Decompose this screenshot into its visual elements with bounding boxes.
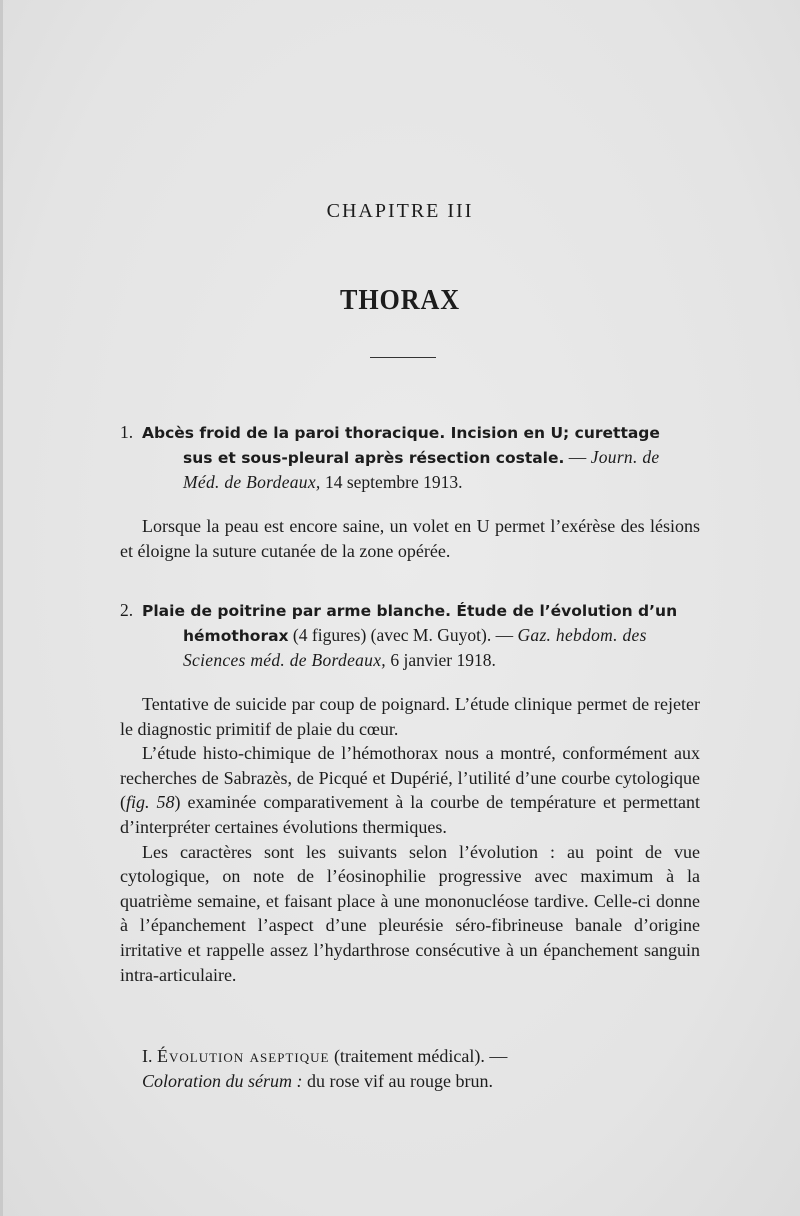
paragraph-4: Les caractères sont les suivants selon l’évolution : au point de vue cytologique, on note de l’éosinophilie progressive avec maximum à la quatrième semaine, et faisant place à une mononucléose tardive. Celle-ci donne à l’épanchement l’aspect d’une pleurésie séro-fibrineuse banale d’origine irritative et rappelle assez l’hydarthrose consécutive à un épanchement sanguin intra-articulaire. [120, 841, 700, 985]
section-numeral: I. [142, 1046, 157, 1066]
entry-date: 6 janvier 1918. [385, 650, 496, 670]
chapter-heading: CHAPITRE III [326, 200, 474, 222]
entry-title-cont: sus et sous-pleural après résection costale. [183, 449, 565, 467]
section-line-2-text: du rose vif au rouge brun. [302, 1070, 493, 1091]
entry-date: 14 septembre 1913. [320, 472, 463, 492]
section-title: Évolution aseptique [157, 1046, 330, 1066]
paragraph-3-text: L’étude histo-chimique de l’hémothorax nous a montré, conformément aux recherches de Sabrazès, de Picqué et Dupérié, l’utilité d’une courbe cytologique ( [120, 743, 700, 813]
section-heading [120, 1044, 700, 1069]
journal-name-cont: Méd. de Bordeaux, [183, 472, 321, 492]
entry-details: (4 figures) (avec M. Guyot). — [288, 625, 518, 645]
paragraph-text: Lorsque la peau est encore saine, un volet en U permet l’exérèse des lésions et éloigne la suture cutanée de la zone opérée. [120, 516, 700, 561]
section-evolution [120, 1044, 700, 1093]
section-subtitle: (traitement médical). — [329, 1046, 508, 1066]
page-edge [0, 0, 3, 1216]
dash: — [564, 447, 591, 467]
entry-title: Abcès froid de la paroi thoracique. Incision en U; curettage [142, 424, 660, 442]
paragraph-1 [120, 514, 700, 563]
journal-name-cont: Sciences méd. de Bordeaux, [183, 650, 386, 670]
title-divider [370, 357, 436, 358]
section-line-2 [120, 1069, 700, 1094]
paragraph-2: Tentative de suicide par coup de poignard. L’étude clinique permet de rejeter le diagnostic primitif de plaie du cœur. [120, 694, 700, 739]
entry-title: Plaie de poitrine par arme blanche. Étude de l’évolution d’un [142, 602, 678, 620]
bibliography-entry-2 [120, 598, 705, 672]
figure-reference: fig. 58 [126, 792, 175, 813]
journal-name: Gaz. hebdom. des [517, 625, 647, 645]
bibliography-entry-1 [120, 420, 705, 494]
paragraph-body [120, 692, 700, 987]
italic-label: Coloration du sérum : [142, 1070, 303, 1091]
paragraph-3 [120, 741, 700, 839]
entry-number: 1. [120, 422, 134, 442]
journal-name: Journ. de [590, 447, 660, 467]
entry-number: 2. [120, 600, 134, 620]
chapter-title: THORAX [340, 284, 460, 316]
entry-title-cont: hémothorax [183, 627, 289, 645]
paragraph-3-text-cont: ) examinée comparativement à la courbe de température et permettant d’interpréter certaines évolutions thermiques. [120, 792, 700, 837]
